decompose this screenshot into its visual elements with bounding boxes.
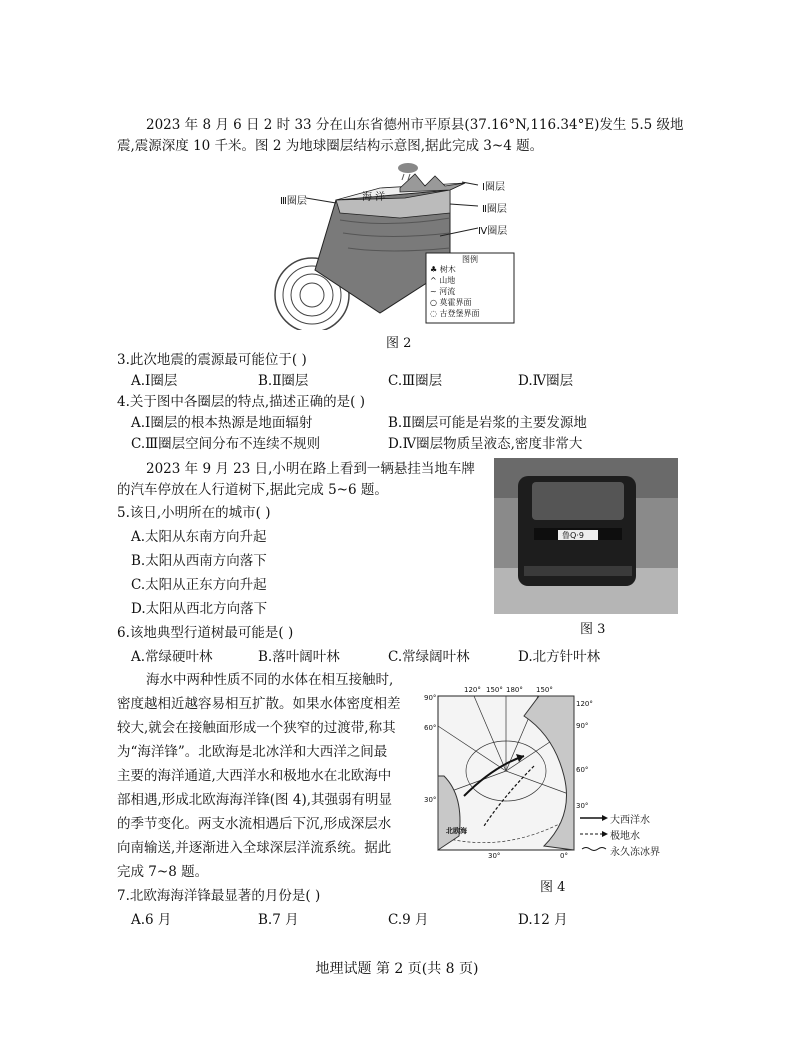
legend-item: [430, 297, 472, 308]
option: D.Ⅳ圈层: [518, 373, 574, 389]
legend-item-label: 极地水: [610, 831, 640, 842]
page-footer: 地理试题 第 2 页(共 8 页): [315, 961, 479, 977]
cloud-icon: [398, 163, 418, 173]
legend-item-label: 莫霍界面: [439, 298, 472, 307]
tick-label: 120°: [576, 700, 593, 708]
tick-label: 30°: [424, 796, 437, 804]
option: C.常绿阔叶林: [388, 649, 470, 665]
intro-line: 海水中两种性质不同的水体在相互接触时,: [146, 672, 394, 688]
tick-label: 90°: [424, 694, 437, 702]
legend-item-label: 河流: [439, 287, 456, 296]
question-stem: 4.关于图中各圈层的特点,描述正确的是( ): [117, 394, 365, 410]
circle3-label: Ⅲ圈层: [280, 196, 307, 207]
rear-window: [532, 482, 624, 520]
circle1-label: Ⅰ圈层: [482, 182, 505, 193]
intro-line: 2023 年 9 月 23 日,小明在路上看到一辆悬挂当地车牌: [146, 461, 475, 477]
legend-item: [430, 264, 456, 275]
option: A.太阳从东南方向升起: [131, 529, 267, 545]
circle2-label: Ⅱ圈层: [482, 204, 507, 215]
legend-item-label: 山地: [439, 276, 456, 285]
intro-line: 的季节变化。两支水流相遇后下沉,形成深层水: [117, 816, 392, 832]
license-plate: 鲁Q·9: [562, 531, 584, 540]
option: A.6 月: [131, 912, 172, 928]
tree-icon: ♣: [430, 265, 440, 274]
legend-item-label: 古登堡界面: [439, 309, 480, 318]
tick-label: 0°: [560, 852, 568, 860]
tick-label: 150°: [486, 686, 503, 694]
tick-label: 180°: [506, 686, 523, 694]
intro-line: 的汽车停放在人行道树下,据此完成 5~6 题。: [117, 482, 388, 498]
intro-line: 主要的海洋通道,大西洋水和极地水在北欧海中: [117, 768, 392, 784]
ocean-label: 海 洋: [362, 192, 386, 203]
region-label: 北欧海: [446, 827, 467, 835]
nordic-seas-map: [424, 686, 694, 862]
intro-line: 部相遇,形成北欧海海洋锋(图 4),其强弱有明显: [117, 792, 392, 808]
option: B.7 月: [258, 912, 299, 928]
tick-label: 60°: [576, 766, 589, 774]
moho-icon: ○: [430, 298, 440, 307]
tick-label: 120°: [464, 686, 481, 694]
gutenberg-icon: ◌: [430, 309, 440, 318]
legend-item: [430, 286, 455, 297]
option: A.常绿硬叶林: [131, 649, 213, 665]
intro-line: 为“海洋锋”。北欧海是北冰洋和大西洋之间最: [117, 744, 388, 760]
option: A.Ⅰ圈层: [131, 373, 178, 389]
question-stem: 5.该日,小明所在的城市( ): [117, 505, 271, 521]
option: B.落叶阔叶林: [258, 649, 340, 665]
earth-layers-diagram: [240, 158, 520, 330]
legend-item: [430, 308, 480, 319]
option: B.Ⅱ圈层可能是岩浆的主要发源地: [388, 415, 587, 431]
option: C.Ⅲ圈层空间分布不连续不规则: [131, 436, 321, 452]
legend-item: [430, 275, 455, 286]
figure-caption: 图 2: [386, 336, 412, 351]
question-stem: 3.此次地震的震源最可能位于( ): [117, 352, 307, 368]
option: B.Ⅱ圈层: [258, 373, 309, 389]
legend-item-label: 大西洋水: [610, 815, 650, 826]
option: C.9 月: [388, 912, 429, 928]
intro-line: 较大,就会在接触面形成一个狭窄的过渡带,称其: [117, 720, 396, 736]
tick-label: 90°: [576, 722, 589, 730]
river-icon: ~: [430, 287, 440, 296]
circle4-label: Ⅳ圈层: [478, 226, 508, 237]
car-photo: [494, 458, 678, 614]
mountain-icon: ^: [430, 276, 440, 285]
tick-label: 30°: [576, 802, 589, 810]
option: D.Ⅳ圈层物质呈液态,密度非常大: [388, 436, 583, 452]
intro-line: 完成 7~8 题。: [117, 864, 209, 880]
intro-line: 密度越相近越容易相互扩散。如果水体密度相差: [117, 696, 401, 712]
figure-caption: 图 3: [580, 622, 606, 637]
tick-label: 60°: [424, 724, 437, 732]
question-stem: 7.北欧海海洋锋最显著的月份是( ): [117, 888, 321, 904]
intro-line: 向南输送,并逐渐进入全球深层洋流系统。据此: [117, 840, 392, 856]
option: B.太阳从西南方向落下: [131, 553, 267, 569]
option: C.太阳从正东方向升起: [131, 577, 267, 593]
legend-item-label: 树木: [439, 265, 456, 274]
option: D.12 月: [518, 912, 568, 928]
option: C.Ⅲ圈层: [388, 373, 443, 389]
intro-line: 2023 年 8 月 6 日 2 时 33 分在山东省德州市平原县(37.16°N,116.34°E)发生 5.5 级地: [146, 117, 684, 133]
legend-item-label: 永久冻冰界: [610, 847, 660, 858]
option: D.北方针叶林: [518, 649, 601, 665]
figure-caption: 图 4: [540, 880, 566, 895]
tick-label: 30°: [488, 852, 501, 860]
tick-label: 150°: [536, 686, 553, 694]
question-stem: 6.该地典型行道树最可能是( ): [117, 625, 294, 641]
legend-title: 图例: [462, 255, 478, 264]
intro-line: 震,震源深度 10 千米。图 2 为地球圈层结构示意图,据此完成 3~4 题。: [117, 138, 544, 154]
option: D.太阳从西北方向落下: [131, 601, 268, 617]
option: A.Ⅰ圈层的根本热源是地面辐射: [131, 415, 313, 431]
